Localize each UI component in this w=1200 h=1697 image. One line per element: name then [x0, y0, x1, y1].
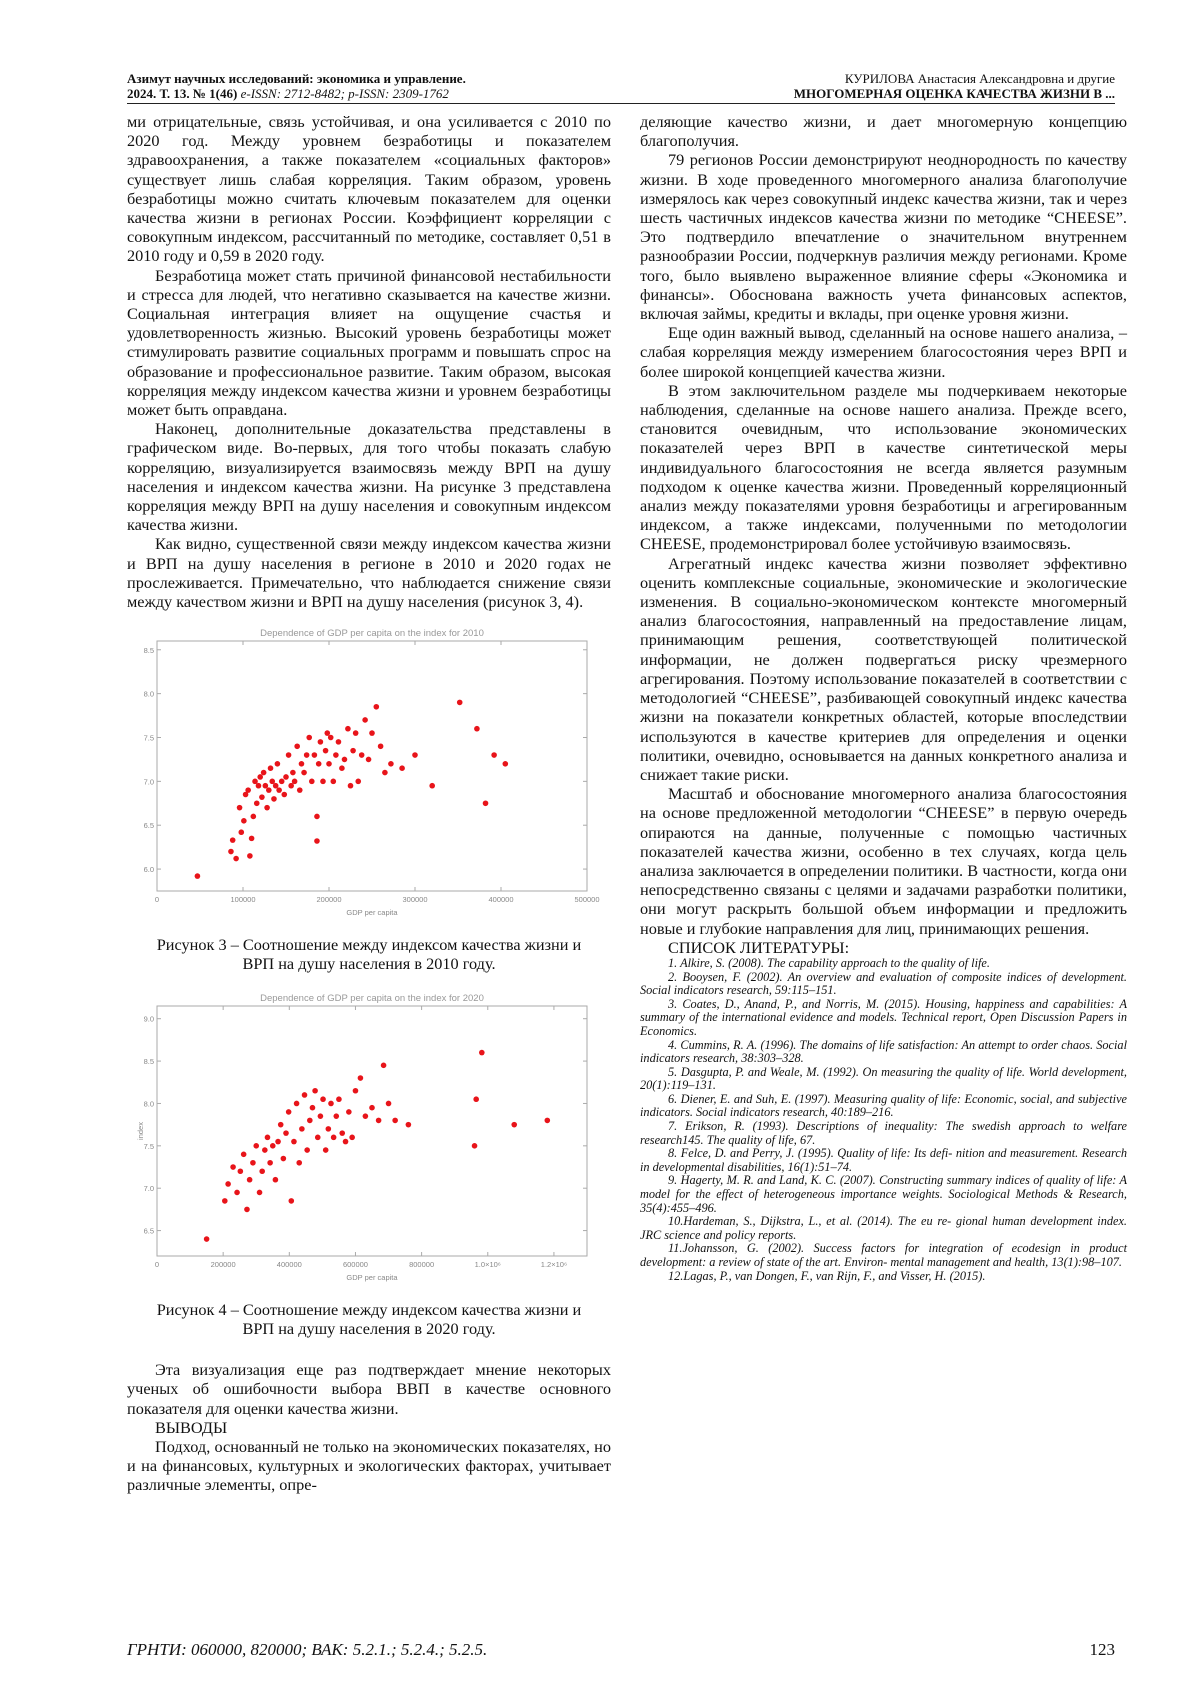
reference-item: 10.Hardeman, S., Dijkstra, L., et al. (2014). The eu re- gional human development index. JRC science and policy reports. — [640, 1214, 1127, 1242]
paragraph: В этом заключительном разделе мы подчеркиваем некоторые наблюдения, сделанные на основе нашего анализа. Прежде всего, становится очевидным, что использование экономических показателей через ВРП в качестве синтетической меры индивидуального благосостояния не всегда является разумным подходом к оценке качества жизни. Проведенный корреляционный анализ между показателями уровня безработицы и агрегированным индексом, а также индексами, полученными по методологии CHEESE, продемонстрировал более устойчивую взаимосвязь. — [640, 380, 1127, 554]
data-point — [355, 779, 361, 785]
y-tick-label: 7.5 — [143, 733, 154, 743]
data-point — [353, 1088, 359, 1094]
data-point — [247, 1177, 253, 1183]
data-point — [294, 744, 300, 750]
x-tick-label: 0 — [154, 895, 160, 905]
data-point — [297, 788, 303, 794]
x-tick-label: 500000 — [574, 895, 600, 905]
figure-3-caption: Рисунок 3 – Соотношение между индексом качества жизни и ВРП на душу населения в 2010 году. — [156, 935, 582, 974]
reference-item: 7. Erikson, R. (1993). Descriptions of inequality: The swedish approach to welfare research145. The quality of life, 67. — [640, 1119, 1127, 1147]
data-point — [238, 830, 244, 836]
data-point — [195, 874, 201, 880]
journal-title: Азимут научных исследований: экономика и управление. — [127, 71, 466, 86]
reference-list — [640, 957, 1127, 1283]
data-point — [369, 731, 375, 737]
data-point — [312, 1088, 318, 1094]
paragraph: Безработица может стать причиной финансовой нестабильности и стресса для людей, что негативно сказывается на качестве жизни. Социальная интеграция влияет на ощущение счастья и удовлетворенность жизнью. Высокий уровень безработицы может стимулировать развитие социальных программ и повышать спрос на образование и профессиональное развитие. Таким образом, высокая корреляция между индексом качества жизни и уровнем безработицы может быть оправдана. — [127, 265, 611, 420]
data-point — [286, 1109, 292, 1115]
data-point — [511, 1122, 517, 1128]
data-point — [228, 849, 234, 855]
data-point — [366, 757, 372, 763]
data-point — [363, 1113, 369, 1119]
data-point — [259, 795, 265, 801]
data-point — [276, 788, 282, 794]
data-point — [350, 748, 356, 754]
data-point — [474, 726, 480, 732]
data-point — [256, 783, 262, 789]
data-point — [307, 1117, 313, 1123]
data-point — [279, 779, 285, 785]
figure-4-caption: Рисунок 4 – Соотношение между индексом качества жизни и ВРП на душу населения в 2020 году. — [156, 1299, 582, 1338]
reference-item: 4. Cummins, R. A. (1996). The domains of life satisfaction: An attempt to order chaos. Social indicators research, 38:303–328. — [640, 1037, 1127, 1066]
y-tick-label: 8.5 — [143, 646, 154, 656]
left-column — [127, 112, 611, 1495]
right-column — [640, 112, 1127, 1283]
y-tick-label: 8.5 — [143, 1056, 154, 1066]
x-tick-label: 400000 — [276, 1259, 302, 1269]
x-tick-label: 200000 — [210, 1259, 236, 1269]
data-point — [362, 717, 368, 723]
data-point — [290, 770, 296, 776]
data-point — [388, 761, 394, 767]
data-point — [382, 770, 388, 776]
data-point — [267, 1160, 273, 1166]
data-point — [312, 753, 318, 759]
figure-4-scatter-chart — [135, 990, 605, 1290]
data-point — [230, 838, 236, 844]
data-point — [299, 761, 305, 767]
data-point — [429, 783, 435, 789]
x-tick-label: 800000 — [409, 1259, 435, 1269]
data-point — [348, 783, 354, 789]
data-point — [288, 1198, 294, 1204]
data-point — [328, 1100, 334, 1106]
x-axis-label: GDP per capita — [346, 908, 398, 918]
data-point — [250, 1160, 256, 1166]
data-point — [412, 753, 418, 759]
data-point — [257, 1189, 263, 1195]
data-point — [320, 779, 326, 785]
y-tick-label: 6.0 — [143, 865, 154, 875]
data-point — [386, 1100, 392, 1106]
article-running-title: МНОГОМЕРНАЯ ОЦЕНКА КАЧЕСТВА ЖИЗНИ В ... — [793, 86, 1115, 101]
data-point — [374, 704, 380, 710]
data-point — [349, 1134, 355, 1140]
data-point — [304, 753, 310, 759]
paragraph: Как видно, существенной связи между индексом качества жизни и ВРП на душу населения в регионе в 2010 и 2020 годах не прослеживается. Примечательно, что наблюдается снижение связи между качеством жизни и ВРП на душу населения (рисунок 3, 4). — [127, 534, 611, 612]
data-point — [333, 1113, 339, 1119]
data-point — [336, 739, 342, 745]
chart-background — [135, 990, 605, 1290]
data-point — [283, 1130, 289, 1136]
data-point — [392, 1117, 398, 1123]
data-point — [339, 766, 345, 772]
data-point — [331, 779, 337, 785]
data-point — [333, 753, 339, 759]
reference-item: 8. Felce, D. and Perry, J. (1995). Quality of life: Its defi- nition and measurement. Research in developmental disabilities, 16(1):51–74. — [640, 1146, 1127, 1174]
data-point — [281, 1155, 287, 1161]
data-point — [233, 856, 239, 862]
paragraph: Масштаб и обоснование многомерного анализа благосостояния на основе предложенной методологии “CHEESE” в первую очередь опираются на данные, полученные с помощью частичных показателей качества жизни, особенно в тех случаях, когда цель анализа заключается в определении политики. В частности, когда они непосредственно связаны с целями и задачами разработки политики, они могут раскрыть большой объем информации и предложить новые и глубокие направления для лиц, принимающих решения. — [640, 784, 1127, 938]
journal-issn: e-ISSN: 2712-8482; p-ISSN: 2309-1762 — [237, 86, 449, 101]
data-point — [245, 788, 251, 794]
paragraph: деляющие качество жизни, и дает многомерную концепцию благополучия. — [640, 112, 1127, 151]
data-point — [281, 792, 287, 798]
data-point — [254, 801, 260, 807]
y-tick-label: 6.5 — [143, 821, 154, 831]
data-point — [323, 1147, 329, 1153]
y-tick-label: 7.5 — [143, 1141, 154, 1151]
y-tick-label: 7.0 — [143, 1183, 154, 1193]
data-point — [358, 1075, 364, 1081]
data-point — [252, 779, 258, 785]
data-point — [342, 757, 348, 763]
data-point — [234, 1189, 240, 1195]
data-point — [269, 779, 275, 785]
data-point — [318, 1113, 324, 1119]
data-point — [296, 1160, 302, 1166]
data-point — [292, 779, 298, 785]
data-point — [264, 805, 270, 811]
data-point — [286, 753, 292, 759]
data-point — [259, 1168, 265, 1174]
section-heading-references: СПИСОК ЛИТЕРАТУРЫ: — [668, 937, 850, 957]
x-tick-label: 200000 — [316, 895, 342, 905]
data-point — [283, 774, 289, 780]
reference-item: 5. Dasgupta, P. and Weale, M. (1992). On measuring the quality of life. World development, 20(1):119–131. — [640, 1064, 1127, 1093]
data-point — [273, 1177, 279, 1183]
data-point — [457, 700, 463, 706]
data-point — [275, 1138, 281, 1144]
data-point — [336, 1096, 342, 1102]
data-point — [339, 1130, 345, 1136]
data-point — [343, 1138, 349, 1144]
data-point — [288, 783, 294, 789]
data-point — [275, 761, 281, 767]
data-point — [237, 805, 243, 811]
data-point — [230, 1164, 236, 1170]
data-point — [318, 739, 324, 745]
data-point — [302, 1092, 308, 1098]
data-point — [244, 1206, 250, 1212]
reference-item: 11.Johansson, G. (2002). Success factors for integration of ecodesign in product development: a review of state of the art. Environ- mental management and health, 13(1):98–107. — [640, 1241, 1127, 1269]
data-point — [278, 1122, 284, 1128]
data-point — [369, 1105, 375, 1111]
data-point — [253, 1143, 259, 1149]
data-point — [301, 770, 307, 776]
data-point — [251, 814, 257, 820]
data-point — [271, 796, 277, 802]
data-point — [345, 726, 351, 732]
data-point — [331, 1134, 337, 1140]
data-point — [320, 1096, 326, 1102]
x-axis-label: GDP per capita — [346, 1272, 398, 1282]
section-heading-conclusions: ВЫВОДЫ — [155, 1417, 228, 1437]
data-point — [491, 753, 497, 759]
data-point — [241, 1151, 247, 1157]
paragraph: Эта визуализация еще раз подтверждает мнение некоторых ученых об ошибочности выбора ВВП в качестве основного показателя для оценки качества жизни. — [127, 1360, 611, 1418]
data-point — [324, 731, 330, 737]
reference-item: 9. Hagerty, M. R. and Land, K. C. (2007). Constructing summary indices of quality of life: A model for the effect of heterogeneous importance weights. Sociological Methods & Research, 35(4):455–496. — [640, 1173, 1127, 1215]
data-point — [291, 1138, 297, 1144]
data-point — [263, 783, 269, 789]
paragraph: Агрегатный индекс качества жизни позволяет эффективно оценить комплексные социальные, экономические и экологические изменения. В социально-экономическом контексте многомерный анализ благосостояния, направленный на предоставление лицам, принимающим решения, соответствующей политической информации, не должен подвергаться риску чрезмерного агрегирования. Поэтому использование показателей в соответствии с методологией “CHEESE”, разбивающей совокупный индекс качества жизни на показатели конкретных областей, которые впоследствии используются в качестве критериев для определения и оценки политики, очевидно, основывается на данных конкретного анализа и снижает такие риски. — [640, 553, 1127, 784]
article-authors: КУРИЛОВА Анастасия Александровна и другие — [844, 71, 1115, 86]
data-point — [376, 1117, 382, 1123]
data-point — [261, 770, 267, 776]
data-point — [545, 1117, 551, 1123]
data-point — [306, 735, 312, 741]
data-point — [314, 814, 320, 820]
data-point — [270, 1143, 276, 1149]
data-point — [406, 1122, 412, 1128]
page-footer — [127, 1640, 1115, 1660]
data-point — [262, 1147, 268, 1153]
data-point — [257, 774, 263, 780]
figure-3-scatter-chart — [135, 625, 605, 925]
data-point — [316, 761, 322, 767]
chart-title: Dependence of GDP per capita on the index for 2010 — [260, 628, 484, 640]
page-number: 123 — [1089, 1640, 1115, 1659]
data-point — [225, 1181, 231, 1187]
chart-background — [135, 625, 605, 925]
data-point — [314, 838, 320, 844]
y-tick-label: 8.0 — [143, 689, 154, 699]
data-point — [472, 1143, 478, 1149]
data-point — [204, 1236, 210, 1242]
x-tick-label: 0 — [154, 1259, 160, 1269]
reference-item: 2. Booysen, F. (2002). An overview and evaluation of composite indices of development. Social indicators research, 59:115–151. — [640, 969, 1127, 998]
data-point — [309, 779, 315, 785]
data-point — [273, 783, 279, 789]
data-point — [503, 761, 509, 767]
data-point — [266, 788, 272, 794]
data-point — [294, 1100, 300, 1106]
data-point — [268, 766, 274, 772]
y-axis-label: index — [136, 1121, 145, 1140]
reference-item: 3. Coates, D., Anand, P., and Norris, M. (2015). Housing, happiness and capabilities: A summary of the international evidence and models. Technical report, Open Discussion Papers in Economics. — [640, 996, 1127, 1038]
data-point — [299, 1126, 305, 1132]
data-point — [323, 748, 329, 754]
data-point — [346, 1109, 352, 1115]
x-tick-label: 1.2×10⁶ — [540, 1259, 568, 1269]
data-point — [249, 836, 255, 842]
x-tick-label: 1.0×10⁶ — [474, 1259, 501, 1269]
data-point — [326, 1126, 332, 1132]
y-tick-label: 8.0 — [143, 1099, 154, 1109]
header-rule — [127, 103, 1115, 104]
journal-volume: 2024. Т. 13. № 1(46) — [127, 86, 238, 101]
x-tick-label: 300000 — [402, 895, 428, 905]
reference-item: 1. Alkire, S. (2008). The capability approach to the quality of life. — [668, 955, 990, 970]
x-tick-label: 400000 — [488, 895, 514, 905]
data-point — [378, 744, 384, 750]
paragraph: 79 регионов России демонстрируют неоднородность по качеству жизни. В ходе проведенного многомерного анализа благополучие измерялось как через совокупный индекс качества жизни, так и через шесть частичных индексов качества жизни по методике “CHEESE”. Это подтвердило впечатление о значительном внутреннем разнообразии России, подчеркнув различия между регионами. Кроме того, было выявлено выраженное влияние сферы «Экономика и финансы». Обоснована важность учета финансовых аспектов, включая займы, кредиты и вклады, при оценке уровня жизни. — [640, 150, 1127, 324]
data-point — [304, 1147, 310, 1153]
data-point — [247, 853, 253, 859]
classification-codes: ГРНТИ: 060000, 820000; ВАК: 5.2.1.; 5.2.4.; 5.2.5. — [127, 1640, 488, 1659]
data-point — [473, 1096, 479, 1102]
data-point — [359, 753, 365, 759]
data-point — [353, 731, 359, 737]
data-point — [483, 801, 489, 807]
data-point — [315, 1134, 321, 1140]
data-point — [241, 818, 247, 824]
y-tick-label: 6.5 — [143, 1226, 154, 1236]
paragraph: Еще один важный вывод, сделанный на основе нашего анализа, – слабая корреляция между измерением благосостояния через ВРП и более широкой концепцией качества жизни. — [640, 323, 1127, 381]
chart-title: Dependence of GDP per capita on the index for 2020 — [260, 992, 484, 1004]
y-tick-label: 9.0 — [143, 1014, 154, 1024]
y-tick-label: 7.0 — [143, 777, 154, 787]
data-point — [222, 1198, 228, 1204]
article-header — [615, 71, 1115, 101]
data-point — [479, 1049, 485, 1055]
data-point — [326, 761, 332, 767]
data-point — [381, 1062, 387, 1068]
data-point — [399, 766, 405, 772]
reference-item: 12.Lagas, P., van Dongen, F., van Rijn, F., and Visser, H. (2015). — [668, 1268, 986, 1283]
reference-item: 6. Diener, E. and Suh, E. (1997). Measuring quality of life: Economic, social, and subjective indicators. Social indicators research, 40:189–216. — [640, 1091, 1127, 1120]
paragraph: Подход, основанный не только на экономических показателях, но и на финансовых, культурных и экологических факторах, учитывает различные элементы, опре- — [127, 1436, 611, 1495]
data-point — [310, 1105, 316, 1111]
data-point — [265, 1134, 271, 1140]
paragraph: ми отрицательные, связь устойчивая, и она усиливается с 2010 по 2020 год. Между уровнем безработицы и показателем здравоохранения, а также показателем «социальных факторов» существует лишь слабая корреляция. Таким образом, уровень безработицы можно считать ключевым показателем для оценки качества жизни в регионах России. Коэффициент корреляции с совокупным индексом, рассчитанный по методике, составляет 0,51 в 2010 году и 0,59 в 2020 году. — [127, 112, 611, 266]
paragraph: Наконец, дополнительные доказательства представлены в графическом виде. Во-первых, для того чтобы показать слабую корреляцию, визуализируется взаимосвязь между ВРП на душу населения и индексом качества жизни. На рисунке 3 представлена корреляция между ВРП на душу населения и совокупным индексом качества жизни. — [127, 419, 611, 535]
x-tick-label: 600000 — [342, 1259, 368, 1269]
journal-issue — [127, 86, 597, 101]
journal-header — [127, 71, 597, 101]
x-tick-label: 100000 — [230, 895, 256, 905]
data-point — [238, 1168, 244, 1174]
data-point — [328, 735, 334, 741]
